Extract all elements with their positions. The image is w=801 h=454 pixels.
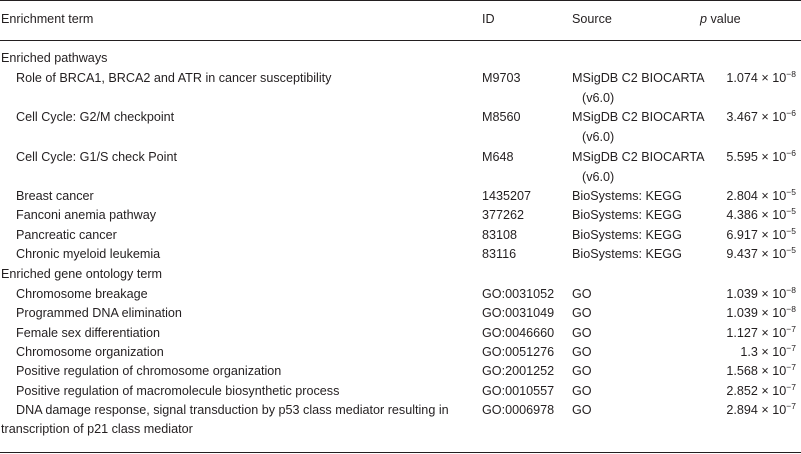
- p-value-mantissa: 1.039 × 10: [726, 306, 787, 320]
- id-cell: 377262: [482, 208, 525, 222]
- header-enrichment-term: Enrichment term: [1, 12, 94, 26]
- source-cell: MSigDB C2 BIOCARTA: [572, 71, 705, 85]
- p-value-cell: [700, 226, 796, 245]
- id-cell: GO:2001252: [482, 364, 555, 378]
- header-p-italic: p: [700, 12, 708, 26]
- header-p-rest: value: [707, 12, 741, 26]
- p-value-cell: [700, 324, 796, 343]
- p-value-exponent: −5: [786, 206, 796, 216]
- source-cell: BioSystems: KEGG: [572, 247, 682, 261]
- p-value-mantissa: 6.917 × 10: [726, 228, 787, 242]
- id-cell: M648: [482, 150, 514, 164]
- id-cell: GO:0010557: [482, 384, 555, 398]
- id-cell: 83108: [482, 228, 518, 242]
- term-cell: Breast cancer: [16, 189, 94, 203]
- p-value-cell: [700, 206, 796, 225]
- id-cell: GO:0046660: [482, 326, 555, 340]
- term-cell: Pancreatic cancer: [16, 228, 117, 242]
- source-cell: GO: [572, 364, 592, 378]
- p-value-exponent: −5: [786, 245, 796, 255]
- term-cell: DNA damage response, signal transduction by p53 class mediator resulting in: [16, 403, 449, 417]
- id-cell: GO:0051276: [482, 345, 555, 359]
- id-cell: 83116: [482, 247, 517, 261]
- term-cell: Role of BRCA1, BRCA2 and ATR in cancer susceptibility: [16, 71, 332, 85]
- table-bottom-rule: [0, 452, 801, 453]
- p-value-mantissa: 1.127 × 10: [726, 326, 787, 340]
- term-cell: Fanconi anemia pathway: [16, 208, 157, 222]
- source-cell: MSigDB C2 BIOCARTA: [572, 150, 705, 164]
- p-value-exponent: −7: [786, 382, 796, 392]
- p-value-mantissa: 1.074 × 10: [726, 71, 787, 85]
- term-cell-continued: transcription of p21 class mediator: [1, 422, 193, 436]
- source-cell: GO: [572, 306, 592, 320]
- source-cell-continued: (v6.0): [582, 170, 615, 184]
- p-value-mantissa: 1.3 × 10: [740, 345, 787, 359]
- term-cell: Cell Cycle: G2/M checkpoint: [16, 110, 175, 124]
- source-cell: BioSystems: KEGG: [572, 189, 682, 203]
- p-value-cell: [700, 382, 796, 401]
- p-value-mantissa: 9.437 × 10: [726, 247, 787, 261]
- p-value-cell: [700, 148, 796, 167]
- p-value-exponent: −5: [786, 226, 796, 236]
- source-cell: GO: [572, 326, 592, 340]
- p-value-cell: [700, 304, 796, 323]
- p-value-exponent: −8: [786, 69, 796, 79]
- source-cell: MSigDB C2 BIOCARTA: [572, 110, 705, 124]
- source-cell: GO: [572, 345, 592, 359]
- p-value-exponent: −5: [786, 187, 796, 197]
- p-value-exponent: −7: [786, 343, 796, 353]
- id-cell: GO:0031052: [482, 287, 555, 301]
- p-value-exponent: −6: [786, 148, 796, 158]
- p-value-mantissa: 1.568 × 10: [726, 364, 787, 378]
- p-value-cell: [700, 69, 796, 88]
- term-cell: Chromosome organization: [16, 345, 164, 359]
- p-value-mantissa: 2.804 × 10: [726, 189, 787, 203]
- header-id: ID: [482, 12, 495, 26]
- p-value-cell: [700, 245, 796, 264]
- header-source: Source: [572, 12, 612, 26]
- id-cell: M9703: [482, 71, 521, 85]
- term-cell: Female sex differentiation: [16, 326, 160, 340]
- term-cell: Positive regulation of macromolecule biosynthetic process: [16, 384, 340, 398]
- p-value-cell: [700, 187, 796, 206]
- id-cell: GO:0031049: [482, 306, 555, 320]
- table-top-rule: [0, 0, 801, 1]
- p-value-exponent: −8: [786, 285, 796, 295]
- section-title: Enriched pathways: [1, 51, 108, 65]
- source-cell: GO: [572, 287, 592, 301]
- p-value-cell: [700, 401, 796, 420]
- p-value-cell: [700, 343, 796, 362]
- p-value-mantissa: 2.894 × 10: [726, 403, 787, 417]
- p-value-exponent: −6: [786, 108, 796, 118]
- p-value-cell: [700, 362, 796, 381]
- p-value-cell: [700, 285, 796, 304]
- id-cell: GO:0006978: [482, 403, 555, 417]
- p-value-mantissa: 4.386 × 10: [726, 208, 787, 222]
- p-value-exponent: −7: [786, 362, 796, 372]
- source-cell: GO: [572, 384, 592, 398]
- source-cell-continued: (v6.0): [582, 91, 615, 105]
- id-cell: 1435207: [482, 189, 532, 203]
- term-cell: Programmed DNA elimination: [16, 306, 182, 320]
- p-value-mantissa: 1.039 × 10: [726, 287, 787, 301]
- p-value-exponent: −7: [786, 401, 796, 411]
- id-cell: M8560: [482, 110, 521, 124]
- header-p-value: [700, 10, 741, 29]
- term-cell: Positive regulation of chromosome organization: [16, 364, 282, 378]
- term-cell: Chronic myeloid leukemia: [16, 247, 161, 261]
- section-title: Enriched gene ontology term: [1, 267, 163, 281]
- p-value-exponent: −7: [786, 324, 796, 334]
- source-cell-continued: (v6.0): [582, 130, 615, 144]
- p-value-exponent: −8: [786, 304, 796, 314]
- source-cell: GO: [572, 403, 592, 417]
- source-cell: BioSystems: KEGG: [572, 208, 682, 222]
- header-rule: [0, 40, 801, 41]
- p-value-mantissa: 2.852 × 10: [726, 384, 787, 398]
- p-value-mantissa: 5.595 × 10: [726, 150, 787, 164]
- p-value-cell: [700, 108, 796, 127]
- source-cell: BioSystems: KEGG: [572, 228, 682, 242]
- p-value-mantissa: 3.467 × 10: [726, 110, 787, 124]
- term-cell: Chromosome breakage: [16, 287, 148, 301]
- term-cell: Cell Cycle: G1/S check Point: [16, 150, 177, 164]
